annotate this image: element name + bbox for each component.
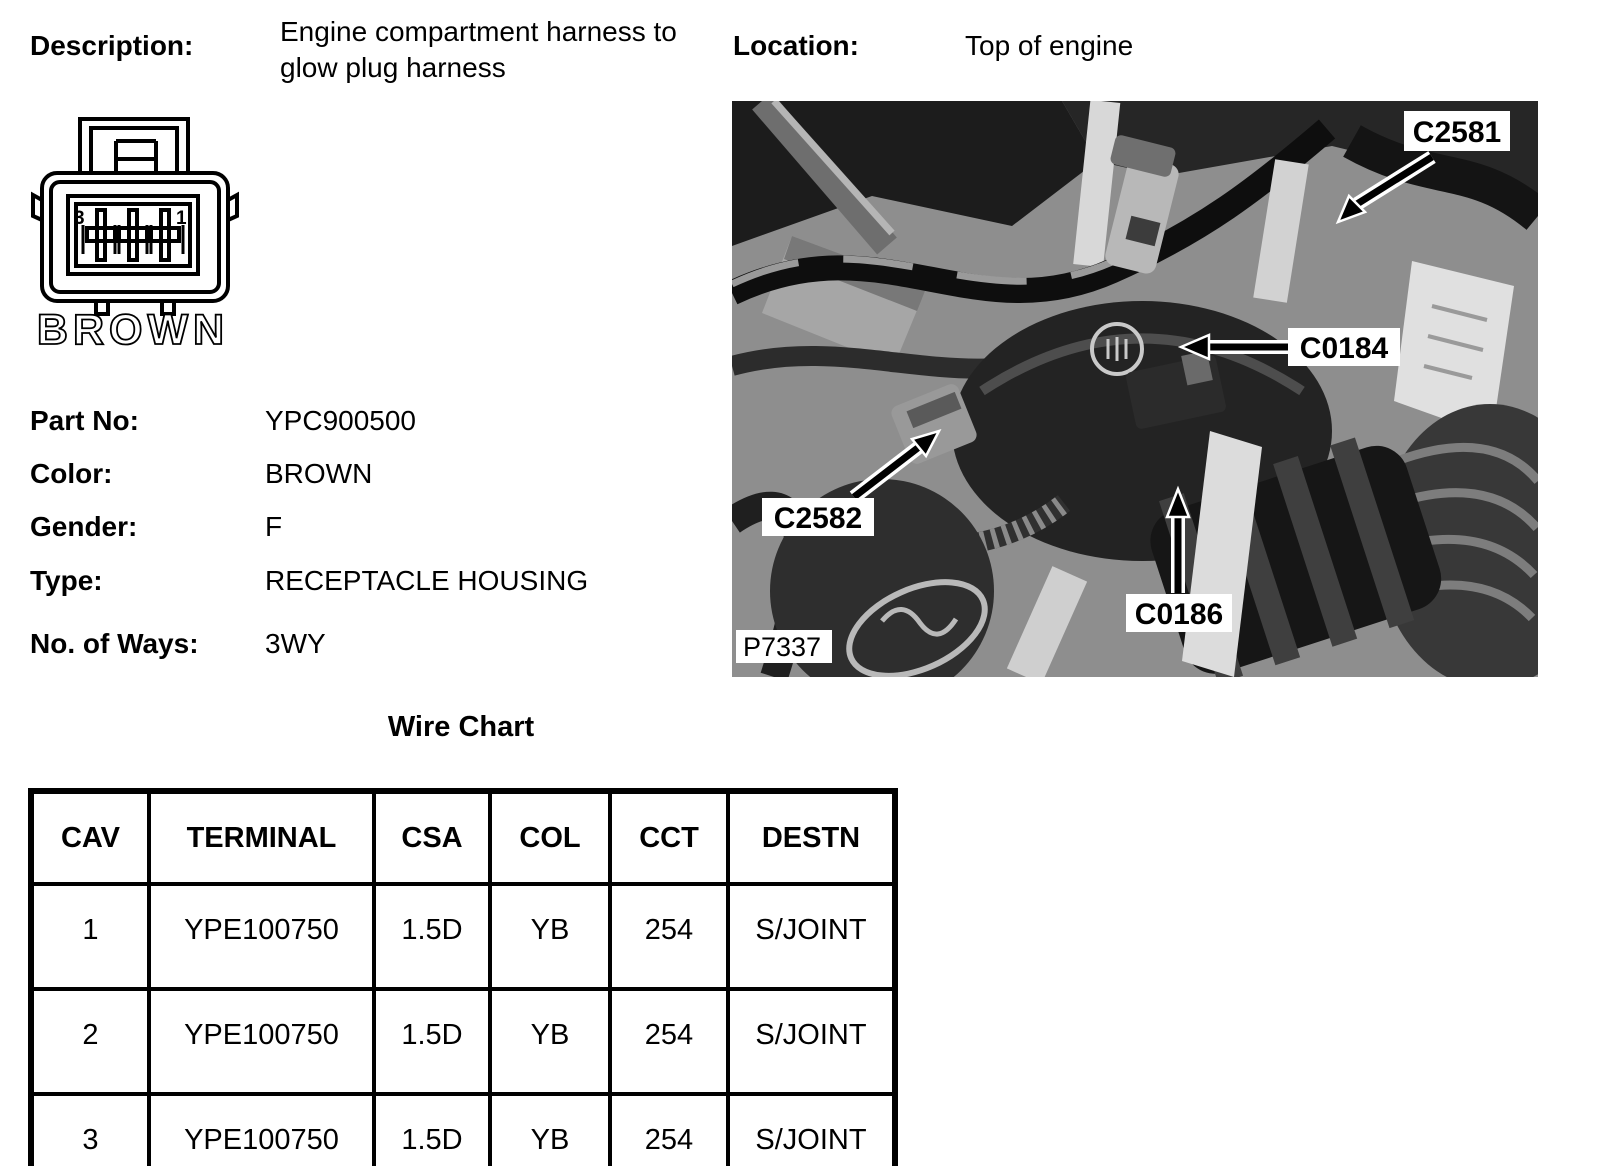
location-value: Top of engine xyxy=(965,30,1134,61)
callout-c0186-text: C0186 xyxy=(1134,598,1224,631)
wire-chart-table xyxy=(28,788,898,1166)
connector-diagram xyxy=(28,116,243,352)
callout-c0184 xyxy=(1288,328,1400,366)
cell-cav: 2 xyxy=(31,989,149,1094)
col-header-csa: CSA xyxy=(374,791,490,884)
figure-number-label xyxy=(736,630,832,663)
col-header-cct: CCT xyxy=(610,791,728,884)
figure-number-text: P7337 xyxy=(743,632,822,662)
detail-row-type xyxy=(30,565,710,605)
color-value: BROWN xyxy=(265,458,373,489)
ways-value: 3WY xyxy=(265,628,326,659)
type-label: Type: xyxy=(30,565,103,596)
description-value: Engine compartment harness to glow plug harness xyxy=(280,16,677,83)
description-label: Description: xyxy=(30,30,194,61)
cell-col: YB xyxy=(490,884,610,989)
cell-cct: 254 xyxy=(610,884,728,989)
cavity-number-3: 3 xyxy=(74,208,85,229)
cell-cct: 254 xyxy=(610,989,728,1094)
cell-csa: 1.5D xyxy=(374,1094,490,1166)
connector-tab-inner xyxy=(91,128,177,173)
detail-row-color xyxy=(30,458,710,498)
callout-c2582-text: C2582 xyxy=(773,502,863,535)
type-value: RECEPTACLE HOUSING xyxy=(265,565,589,596)
connector-latch-glyph xyxy=(116,141,156,171)
cell-terminal: YPE100750 xyxy=(149,884,374,989)
cell-csa: 1.5D xyxy=(374,989,490,1094)
wire-chart-header-row xyxy=(31,791,895,884)
connector-color-outline-text: BROWN xyxy=(36,306,230,352)
ways-label: No. of Ways: xyxy=(30,628,199,659)
col-header-col: COL xyxy=(490,791,610,884)
wire-chart-title: Wire Chart xyxy=(387,711,535,743)
cell-cav: 3 xyxy=(31,1094,149,1166)
wire-chart-row-2 xyxy=(31,989,895,1094)
cell-destn: S/JOINT xyxy=(728,989,895,1094)
cavity-number-1: 1 xyxy=(176,208,187,229)
cell-cct: 254 xyxy=(610,1094,728,1166)
callout-c0184-text: C0184 xyxy=(1299,332,1389,365)
connector-cavity-inner xyxy=(76,204,190,266)
cell-destn: S/JOINT xyxy=(728,884,895,989)
cell-terminal: YPE100750 xyxy=(149,989,374,1094)
engine-bay-photo xyxy=(732,101,1538,677)
cell-csa: 1.5D xyxy=(374,884,490,989)
photo-scene xyxy=(732,101,1538,677)
cell-cav: 1 xyxy=(31,884,149,989)
cell-col: YB xyxy=(490,1094,610,1166)
wire-chart-row-1 xyxy=(31,884,895,989)
location-photo xyxy=(732,101,1538,677)
callout-c2582 xyxy=(762,498,874,536)
callout-c2581 xyxy=(1404,111,1510,151)
col-header-cav: CAV xyxy=(31,791,149,884)
detail-row-gender xyxy=(30,511,710,551)
detail-row-ways xyxy=(30,628,710,668)
cell-terminal: YPE100750 xyxy=(149,1094,374,1166)
gender-label: Gender: xyxy=(30,511,138,542)
part-no-label: Part No: xyxy=(30,405,139,436)
color-label: Color: xyxy=(30,458,113,489)
part-no-value: YPC900500 xyxy=(265,405,417,436)
col-header-destn: DESTN xyxy=(728,791,895,884)
cell-col: YB xyxy=(490,989,610,1094)
cell-destn: S/JOINT xyxy=(728,1094,895,1166)
col-header-terminal: TERMINAL xyxy=(149,791,374,884)
callout-c0186 xyxy=(1126,594,1232,632)
detail-row-part-no xyxy=(30,405,710,445)
gender-value: F xyxy=(265,511,283,542)
wire-chart-row-3 xyxy=(31,1094,895,1166)
callout-c2581-text: C2581 xyxy=(1412,116,1502,149)
location-label: Location: xyxy=(733,30,859,61)
